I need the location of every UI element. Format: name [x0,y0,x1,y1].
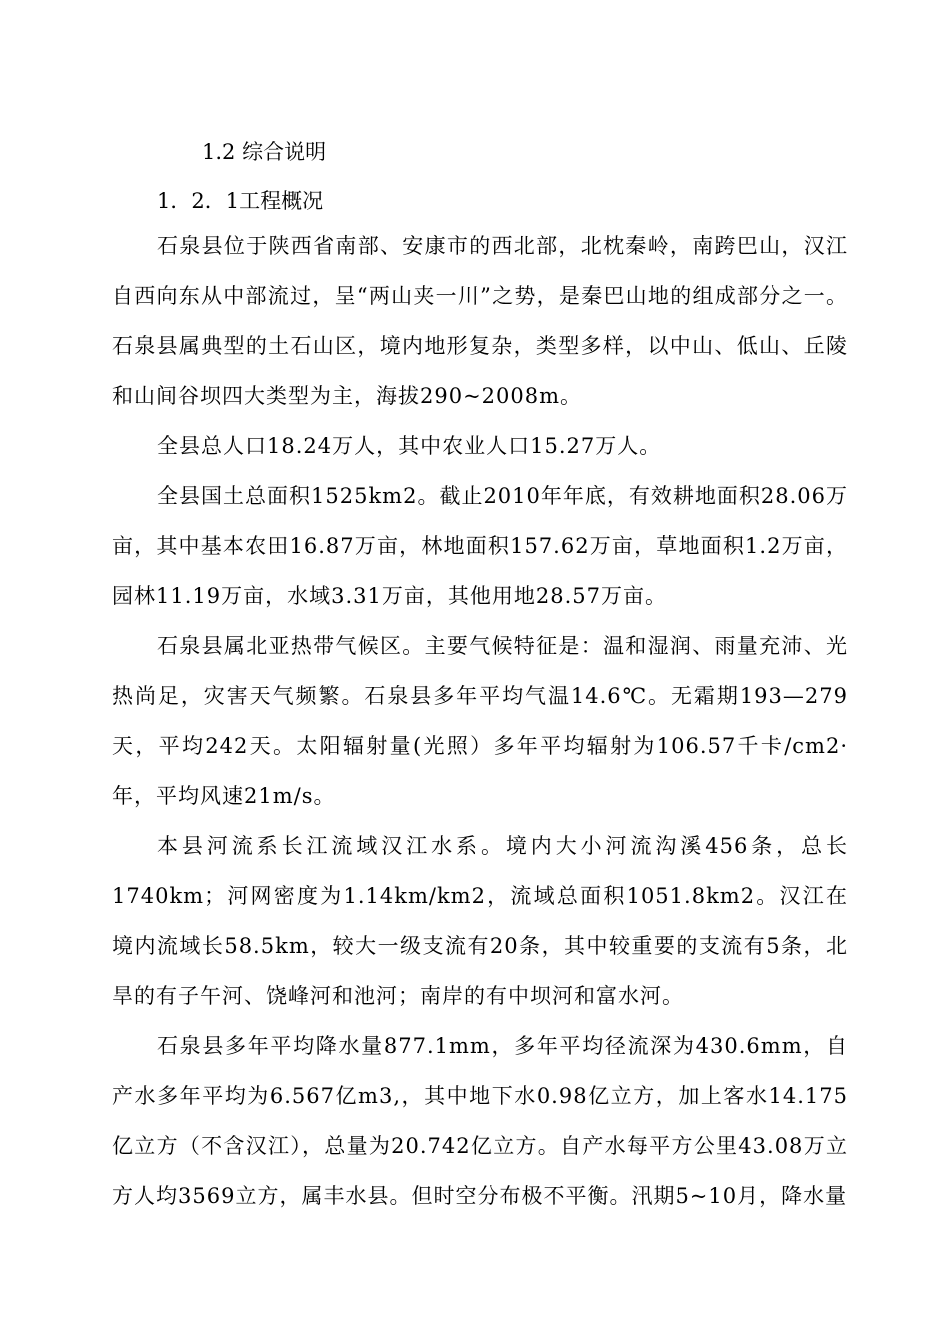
paragraph-land-area: 全县国土总面积1525km2。截止2010年年底，有效耕地面积28.06万亩，其中基本农田16.87万亩，林地面积157.62万亩，草地面积1.2万亩，园林11.19万亩，水域3.31万亩，其他用地28.57万亩。 [112,484,849,608]
paragraph-population: 全县总人口18.24万人，其中农业人口15.27万人。 [157,434,662,458]
subsection-title: 1．2．1工程概况 [157,189,324,213]
paragraph-climate: 石泉县属北亚热带气候区。主要气候特征是：温和湿润、雨量充沛、光热尚足，灾害天气频繁。石泉县多年平均气温14.6℃。无霜期193—279天，平均242天。太阳辐射量(光照）多年平均辐射为106.57千卡/cm2·年，平均风速21m/s。 [112,634,848,808]
section-title: 1.2 综合说明 [202,140,327,164]
paragraph-water-resources: 石泉县多年平均降水量877.1mm，多年平均径流深为430.6mm，自产水多年平均为6.567亿m3,，其中地下水0.98亿立方，加上客水14.175亿立方（不含汉江），总量为20.742亿立方。自产水每平方公里43.08万立方人均3569立方，属丰水县。但时空分布极不平衡。汛期5~10月，降水量 [112,1034,848,1208]
paragraph-rivers: 本县河流系长江流域汉江水系。境内大小河流沟溪456条，总长1740km；河网密度为1.14km/km2，流域总面积1051.8km2。汉江在境内流域长58.5km，较大一级支流有20条，其中较重要的支流有5条，北旱的有子午河、饶峰河和池河；南岸的有中坝河和富水河。 [112,834,848,1008]
document-body [112,132,848,1221]
paragraph-location: 石泉县位于陕西省南部、安康市的西北部，北枕秦岭，南跨巴山，汉江自西向东从中部流过，呈“两山夹一川”之势，是秦巴山地的组成部分之一。石泉县属典型的土石山区，境内地形复杂，类型多样，以中山、低山、丘陵和山间谷坝四大类型为主，海拔290~2008m。 [112,234,848,408]
